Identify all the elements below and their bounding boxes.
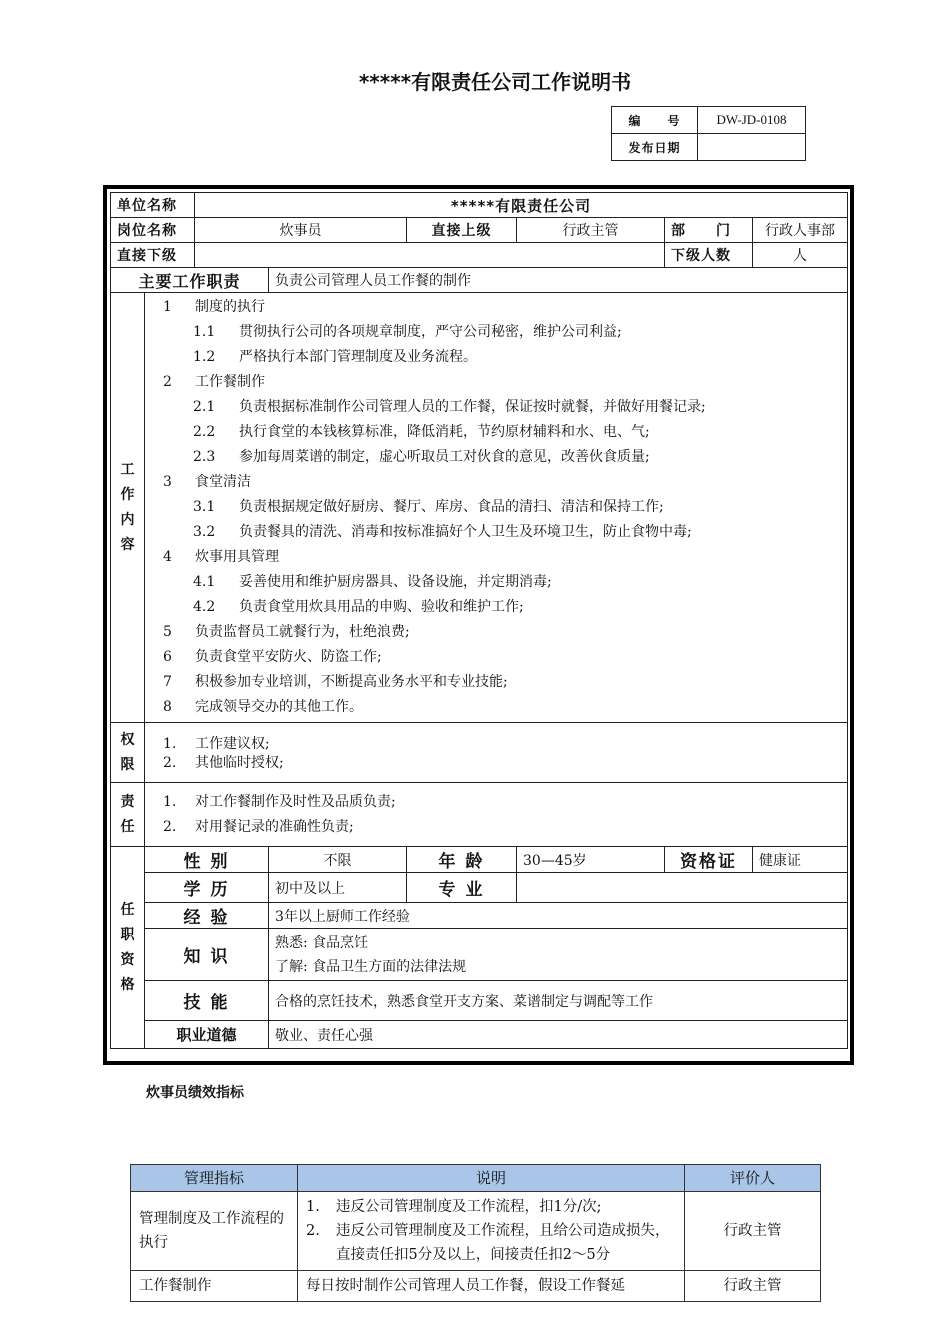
knowledge-value	[269, 929, 848, 981]
job-description-table	[110, 192, 848, 1049]
subordinate-value	[195, 243, 665, 268]
work-subitem	[153, 495, 841, 520]
work-subitem-text: 严格执行本部门管理制度及业务流程。	[239, 349, 477, 365]
perf-header-indicator: 管理指标	[131, 1165, 298, 1192]
unit-value: *****有限责任公司	[195, 193, 848, 218]
work-item-num: 8	[163, 699, 172, 715]
superior-label: 直接上级	[407, 218, 517, 243]
perf-evaluator: 行政主管	[685, 1192, 821, 1271]
work-item	[153, 545, 841, 570]
work-subitem	[153, 395, 841, 420]
perf-indicator: 工作餐制作	[131, 1271, 298, 1302]
work-subitem-text: 负责根据规定做好厨房、餐厅、库房、食品的清扫、清洁和保持工作;	[239, 499, 664, 515]
work-item	[153, 670, 841, 695]
authority-item-num: 1.	[163, 736, 177, 752]
work-subitem-text: 执行食堂的本钱核算标准，降低消耗，节约原材辅料和水、电、气;	[239, 424, 650, 440]
sub-count-label: 下级人数	[665, 243, 753, 268]
perf-desc: 每日按时制作公司管理人员工作餐，假设工作餐延	[298, 1271, 685, 1302]
dept-label: 部 门	[665, 218, 753, 243]
gender-label: 性 别	[145, 847, 269, 873]
work-item-num: 3	[163, 474, 172, 490]
performance-title: 炊事员绩效指标	[146, 1085, 244, 1101]
work-item-num: 6	[163, 649, 172, 665]
authority-item-text: 工作建议权;	[195, 736, 270, 752]
duty-label: 主要工作职责	[111, 268, 269, 293]
code-label: 编 号	[612, 107, 698, 134]
work-subitem-text: 负责餐具的清洗、消毒和按标准搞好个人卫生及环境卫生，防止食物中毒;	[239, 524, 692, 540]
code-table	[611, 106, 806, 161]
gender-value: 不限	[269, 847, 407, 873]
responsibility-item	[153, 790, 841, 815]
date-value	[698, 134, 806, 161]
work-subitem-text: 负责根据标准制作公司管理人员的工作餐，保证按时就餐，并做好用餐记录;	[239, 399, 706, 415]
work-item	[153, 645, 841, 670]
cert-value: 健康证	[753, 847, 848, 873]
work-item-text: 负责监督员工就餐行为，杜绝浪费;	[195, 624, 410, 640]
perf-desc	[298, 1192, 685, 1271]
responsibility-label-text: 责任	[120, 793, 135, 835]
work-subitem	[153, 445, 841, 470]
responsibility-item-num: 2.	[163, 818, 177, 835]
superior-value: 行政主管	[517, 218, 665, 243]
job-description-frame	[103, 185, 854, 1065]
edu-label: 学 历	[145, 873, 269, 903]
unit-label: 单位名称	[111, 193, 195, 218]
work-item	[153, 370, 841, 395]
date-label: 发布日期	[612, 134, 698, 161]
responsibility-label	[111, 783, 145, 847]
knowledge-line-1: 熟悉: 食品烹饪	[275, 934, 369, 951]
work-subitem-text: 妥善使用和维护厨房器具、设备设施，并定期消毒;	[239, 574, 552, 590]
perf-desc-item-num: 2.	[306, 1223, 320, 1239]
work-subitem-num: 1.2	[193, 349, 216, 365]
work-item-num: 4	[163, 549, 172, 565]
work-item-num: 7	[163, 674, 172, 690]
work-content	[145, 293, 848, 723]
qualification-label	[111, 847, 145, 1049]
perf-desc-item-num: 1.	[306, 1199, 320, 1215]
work-subitem	[153, 320, 841, 345]
authority-label-text: 权限	[120, 731, 135, 773]
work-item-num: 1	[163, 299, 172, 315]
perf-desc-item	[306, 1195, 676, 1219]
responsibility-item-num: 1.	[163, 793, 177, 810]
responsibility-item-text: 对用餐记录的准确性负责;	[195, 818, 354, 835]
ethics-value: 敬业、责任心强	[269, 1021, 848, 1049]
authority-item-text: 其他临时授权;	[195, 755, 284, 771]
age-value: 30—45岁	[517, 847, 665, 873]
duty-value: 负责公司管理人员工作餐的制作	[269, 268, 848, 293]
work-subitem-num: 4.2	[193, 599, 216, 615]
subordinate-label: 直接下级	[111, 243, 195, 268]
work-content-label-text: 工作内容	[120, 461, 135, 553]
perf-header-evaluator: 评价人	[685, 1165, 821, 1192]
major-value	[517, 873, 848, 903]
cert-label: 资格证	[665, 847, 753, 873]
work-item-text: 工作餐制作	[195, 374, 265, 390]
work-subitem-num: 2.3	[193, 449, 216, 465]
perf-desc-item-text: 违反公司管理制度及工作流程，且给公司造成损失，直接责任扣5分及以上，间接责任扣2～5分	[336, 1223, 670, 1263]
authority-content	[145, 723, 848, 783]
work-subitem-num: 2.2	[193, 424, 216, 440]
work-subitem-num: 3.2	[193, 524, 216, 540]
work-subitem	[153, 570, 841, 595]
work-item-text: 完成领导交办的其他工作。	[195, 699, 363, 715]
work-subitem-num: 4.1	[193, 574, 216, 590]
code-value: DW-JD-0108	[698, 107, 806, 134]
post-label: 岗位名称	[111, 218, 195, 243]
responsibility-item-text: 对工作餐制作及时性及品质负责;	[195, 793, 396, 810]
dept-value: 行政人事部	[753, 218, 848, 243]
work-item	[153, 695, 841, 720]
responsibility-content	[145, 783, 848, 847]
work-subitem-num: 3.1	[193, 499, 216, 515]
sub-count-value: 人	[753, 243, 848, 268]
perf-desc-item	[306, 1219, 676, 1267]
work-subitem-text: 负责食堂用炊具用品的申购、验收和维护工作;	[239, 599, 524, 615]
perf-evaluator: 行政主管	[685, 1271, 821, 1302]
age-label: 年 龄	[407, 847, 517, 873]
perf-header-desc: 说明	[298, 1165, 685, 1192]
work-subitem-text: 贯彻执行公司的各项规章制度，严守公司秘密，维护公司利益;	[239, 324, 622, 340]
work-subitem-text: 参加每周菜谱的制定，虚心听取员工对伙食的意见，改善伙食质量;	[239, 449, 650, 465]
work-list	[153, 295, 841, 720]
edu-value: 初中及以上	[269, 873, 407, 903]
work-item-text: 负责食堂平安防火、防盗工作;	[195, 649, 382, 665]
experience-label: 经 验	[145, 903, 269, 929]
work-content-label	[111, 293, 145, 723]
work-subitem-num: 2.1	[193, 399, 216, 415]
work-item	[153, 470, 841, 495]
work-item-text: 积极参加专业培训，不断提高业务水平和专业技能;	[195, 674, 508, 690]
major-label: 专 业	[407, 873, 517, 903]
work-subitem	[153, 520, 841, 545]
authority-label	[111, 723, 145, 783]
performance-table	[130, 1164, 821, 1302]
work-item	[153, 620, 841, 645]
work-item-text: 食堂清洁	[195, 474, 251, 490]
work-subitem-num: 1.1	[193, 324, 216, 340]
knowledge-line-2: 了解: 食品卫生方面的法律法规	[275, 958, 467, 975]
work-subitem	[153, 595, 841, 620]
work-item-text: 制度的执行	[195, 299, 265, 315]
responsibility-item	[153, 815, 841, 840]
page-title: *****有限责任公司工作说明书	[358, 70, 632, 94]
skill-value: 合格的烹饪技术，熟悉食堂开支方案、菜谱制定与调配等工作	[269, 981, 848, 1021]
work-item-num: 2	[163, 374, 172, 390]
work-subitem	[153, 345, 841, 370]
work-item-num: 5	[163, 624, 172, 640]
qualification-label-text: 任职资格	[120, 901, 135, 993]
authority-item	[153, 753, 841, 773]
perf-indicator: 管理制度及工作流程的执行	[131, 1192, 298, 1271]
experience-value: 3年以上厨师工作经验	[269, 903, 848, 929]
post-value: 炊事员	[195, 218, 407, 243]
work-item	[153, 295, 841, 320]
knowledge-label: 知 识	[145, 929, 269, 981]
authority-item-num: 2.	[163, 755, 177, 771]
work-subitem	[153, 420, 841, 445]
skill-label: 技 能	[145, 981, 269, 1021]
perf-desc-item-text: 违反公司管理制度及工作流程，扣1分/次;	[336, 1199, 602, 1215]
work-item-text: 炊事用具管理	[195, 549, 279, 565]
ethics-label: 职业道德	[145, 1021, 269, 1049]
